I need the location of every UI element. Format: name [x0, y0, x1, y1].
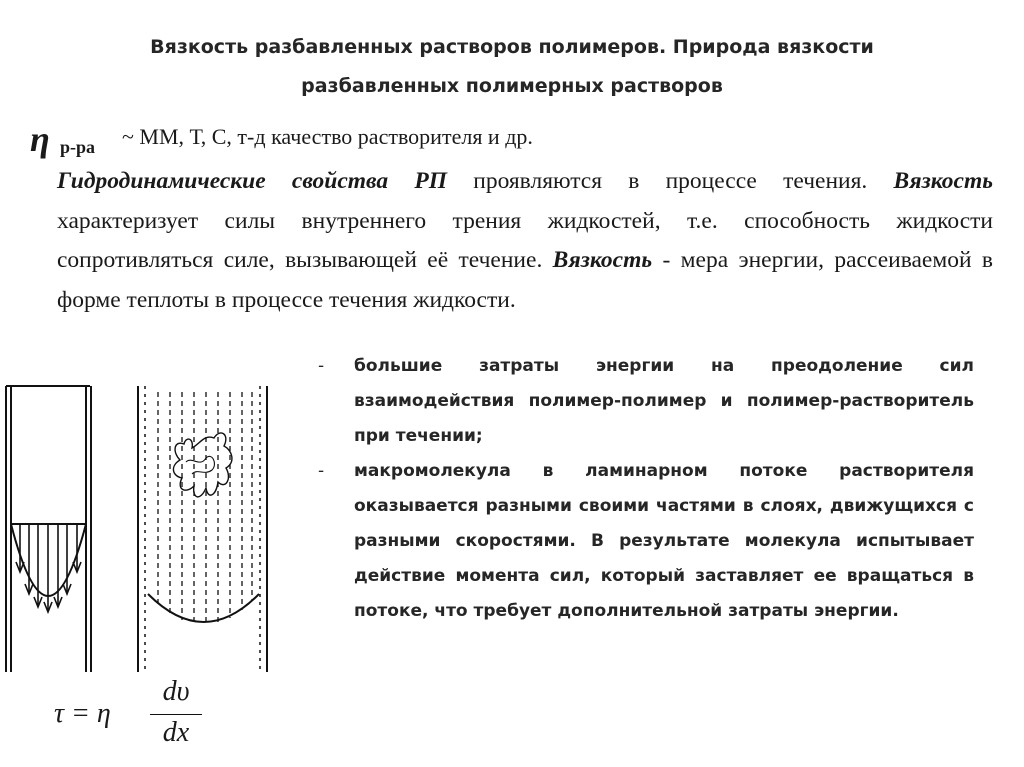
- formula-numerator: dυ: [162, 676, 190, 707]
- eta-subscript: р-ра: [60, 137, 96, 157]
- bullet-list: [318, 349, 974, 629]
- list-item: [318, 349, 974, 454]
- macromolecule-inner-chain: [186, 456, 214, 474]
- bullet-text: макромолекула в ламинарном потоке растворителя оказывается разными своими частями в слоях, движущихся с разными скоростями. В результате молекула испытывает действие момента сил, который заставляет ее вращаться в потоке, что требует дополнительной затраты энергии.: [354, 461, 974, 621]
- title-line-1: Вязкость разбавленных растворов полимеров. Природа вязкости: [150, 36, 874, 58]
- term-viscosity-1: Вязкость: [893, 168, 993, 194]
- formula-denominator: dx: [162, 717, 190, 748]
- fraction-bar: [150, 714, 202, 715]
- velocity-profile-diagram: [0, 378, 96, 678]
- term-hydrodynamic: Гидродинамические свойства РП: [57, 168, 447, 194]
- macromolecule-flow-diagram: [128, 378, 278, 678]
- bullet-dash: -: [318, 356, 325, 376]
- paragraph-text-1: проявляются в процессе течения.: [447, 168, 894, 194]
- formula-fraction: [150, 676, 202, 749]
- term-viscosity-2: Вязкость: [552, 247, 653, 273]
- viscosity-formula: [54, 676, 204, 756]
- paragraph-text-3: - мера энергии, рассеиваемой в форме теплоты в процессе течения жидкости.: [57, 247, 993, 313]
- flow-streamlines: [158, 392, 252, 624]
- definition-paragraph: [57, 162, 993, 320]
- list-item: [318, 454, 974, 629]
- formula-lhs: τ = η: [54, 698, 111, 729]
- bullet-dash: -: [318, 461, 325, 481]
- paragraph-text-2: характеризует силы внутреннего трения жидкостей, т.е. способность жидкости сопротивляться силе, вызывающей её течение.: [57, 207, 993, 273]
- eta-symbol: η: [30, 119, 50, 159]
- eta-dependence-text: ~ ММ, Т, С, т-д качество растворителя и др.: [122, 124, 533, 149]
- flow-profile-curve: [148, 594, 259, 622]
- bullet-text: большие затраты энергии на преодоление сил взаимодействия полимер-полимер и полимер-растворитель при течении;: [354, 356, 974, 446]
- title-line-2: разбавленных полимерных растворов: [301, 75, 723, 97]
